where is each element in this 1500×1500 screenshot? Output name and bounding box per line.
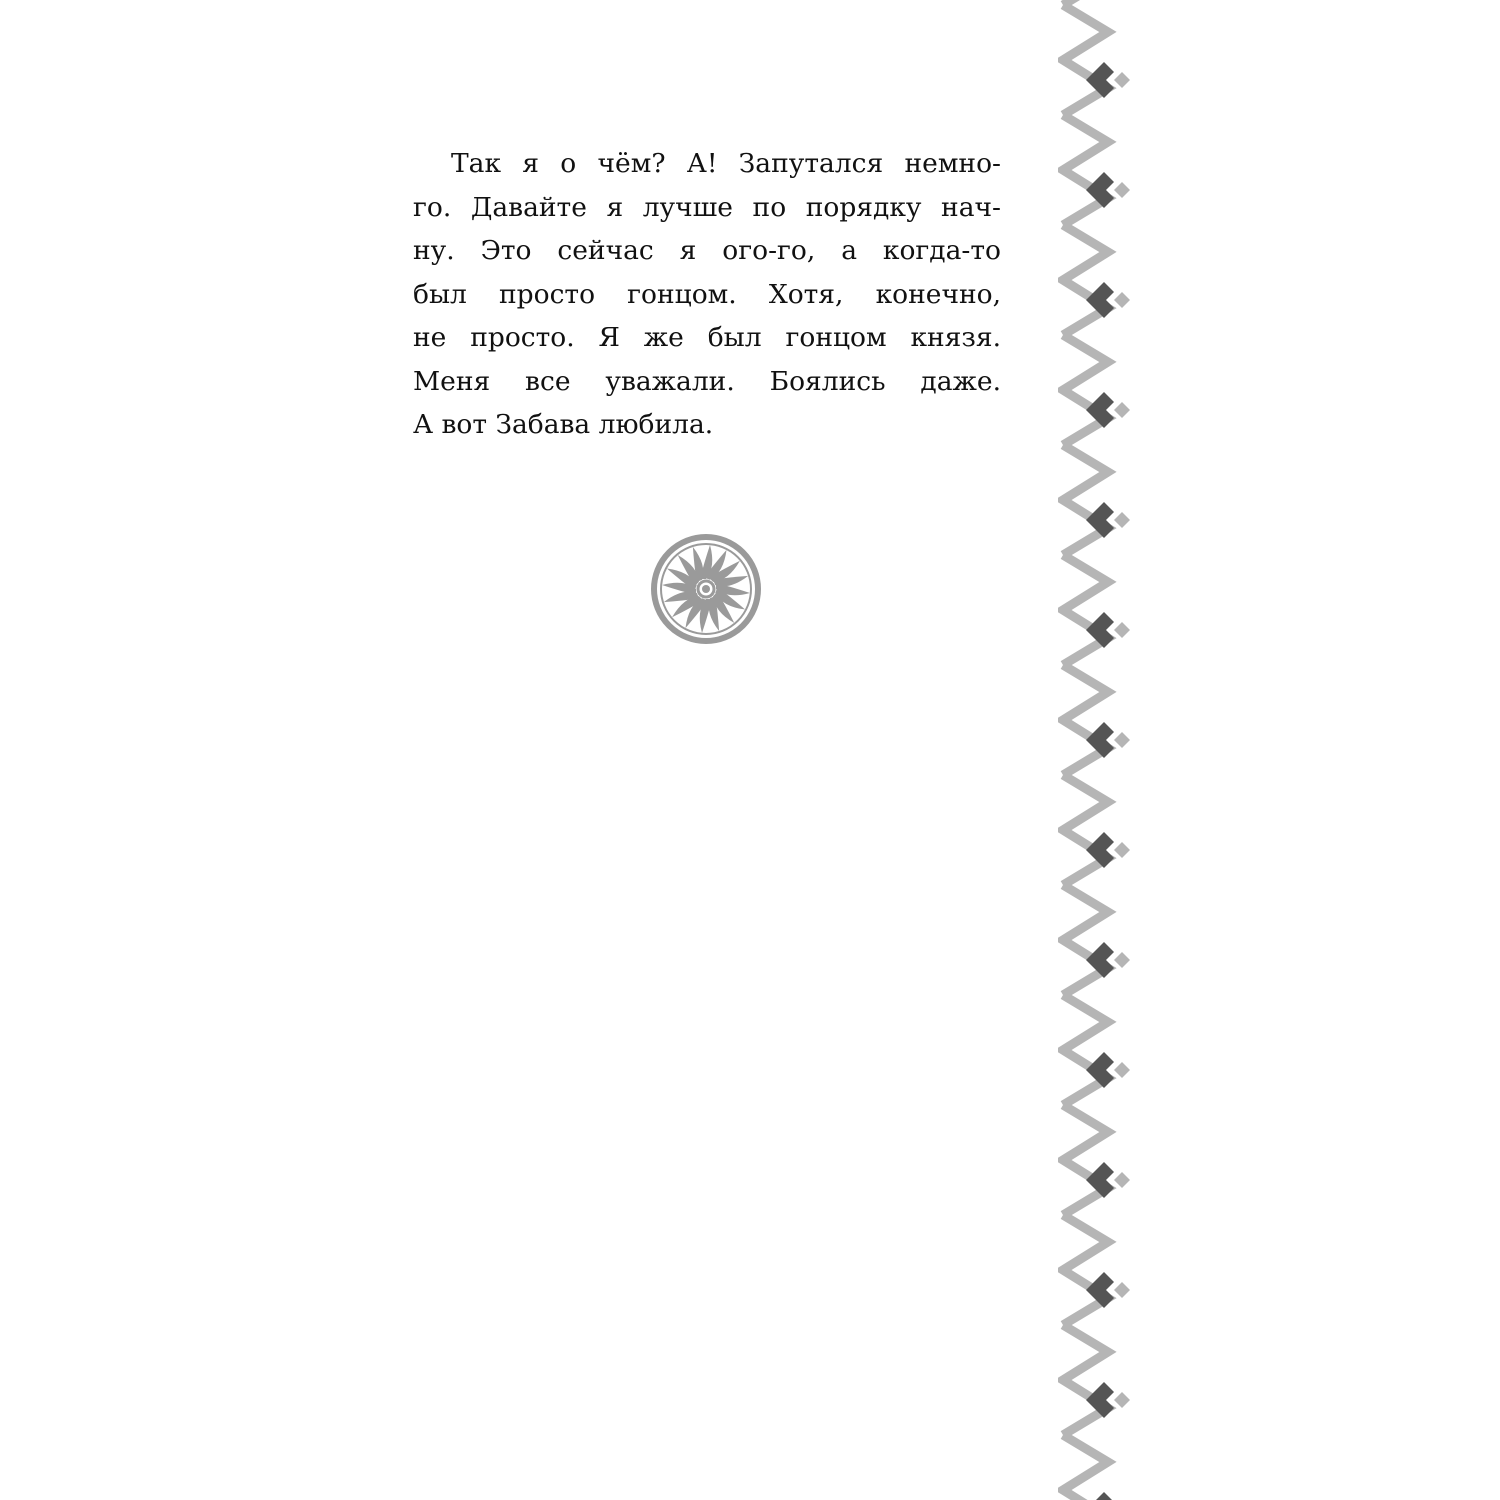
border-chevron <box>1086 282 1114 318</box>
text-line-1: Так я о чём? А! Запутался немно- <box>451 148 1001 179</box>
border-diamond <box>1114 182 1130 198</box>
border-zigzag <box>1063 555 1108 665</box>
border-zigzag <box>1063 335 1108 445</box>
swirl-rosette-icon <box>650 533 762 645</box>
border-diamond <box>1114 622 1130 638</box>
text-line-6: Меня все уважали. Боялись даже. <box>413 365 1001 397</box>
border-zigzag <box>1063 225 1108 335</box>
border-zigzag <box>1063 995 1108 1105</box>
border-chevron <box>1086 1272 1114 1308</box>
border-diamond <box>1114 732 1130 748</box>
border-zigzag <box>1063 775 1108 885</box>
border-chevron <box>1086 832 1114 868</box>
border-chevron <box>1086 1492 1114 1500</box>
border-diamond <box>1114 1392 1130 1408</box>
border-zigzag <box>1063 1435 1108 1500</box>
border-chevron <box>1086 172 1114 208</box>
border-chevron <box>1086 612 1114 648</box>
border-chevron <box>1086 62 1114 98</box>
border-chevron <box>1086 942 1114 978</box>
border-chevron <box>1086 1382 1114 1418</box>
border-diamond <box>1114 1172 1130 1188</box>
text-line-3: ну. Это сейчас я ого-го, а когда-то <box>413 235 1001 266</box>
border-chevron <box>1086 502 1114 538</box>
border-diamond <box>1114 72 1130 88</box>
text-line-2: го. Давайте я лучше по порядку нач- <box>413 191 1001 223</box>
folk-zigzag-border <box>1058 0 1148 1500</box>
border-zigzag <box>1063 665 1108 775</box>
text-line-7: А вот Забава любила. <box>413 409 714 440</box>
border-zigzag <box>1063 885 1108 995</box>
border-diamond <box>1114 842 1130 858</box>
border-diamond <box>1114 292 1130 308</box>
border-zigzag <box>1063 115 1108 225</box>
border-zigzag <box>1063 1215 1108 1325</box>
border-zigzag <box>1063 1105 1108 1215</box>
border-chevron <box>1086 392 1114 428</box>
border-chevron <box>1086 1162 1114 1198</box>
border-diamond <box>1114 1062 1130 1078</box>
border-zigzag <box>1063 1325 1108 1435</box>
border-diamond <box>1114 512 1130 528</box>
border-diamond <box>1114 1282 1130 1298</box>
border-chevron <box>1086 1052 1114 1088</box>
border-chevron <box>1086 722 1114 758</box>
border-zigzag <box>1063 5 1108 115</box>
body-paragraph <box>413 142 1001 447</box>
border-zigzag <box>1063 445 1108 555</box>
border-diamond <box>1114 402 1130 418</box>
text-line-5: не просто. Я же был гонцом князя. <box>413 322 1001 353</box>
text-line-4: был просто гонцом. Хотя, конечно, <box>413 278 1001 310</box>
border-diamond <box>1114 952 1130 968</box>
